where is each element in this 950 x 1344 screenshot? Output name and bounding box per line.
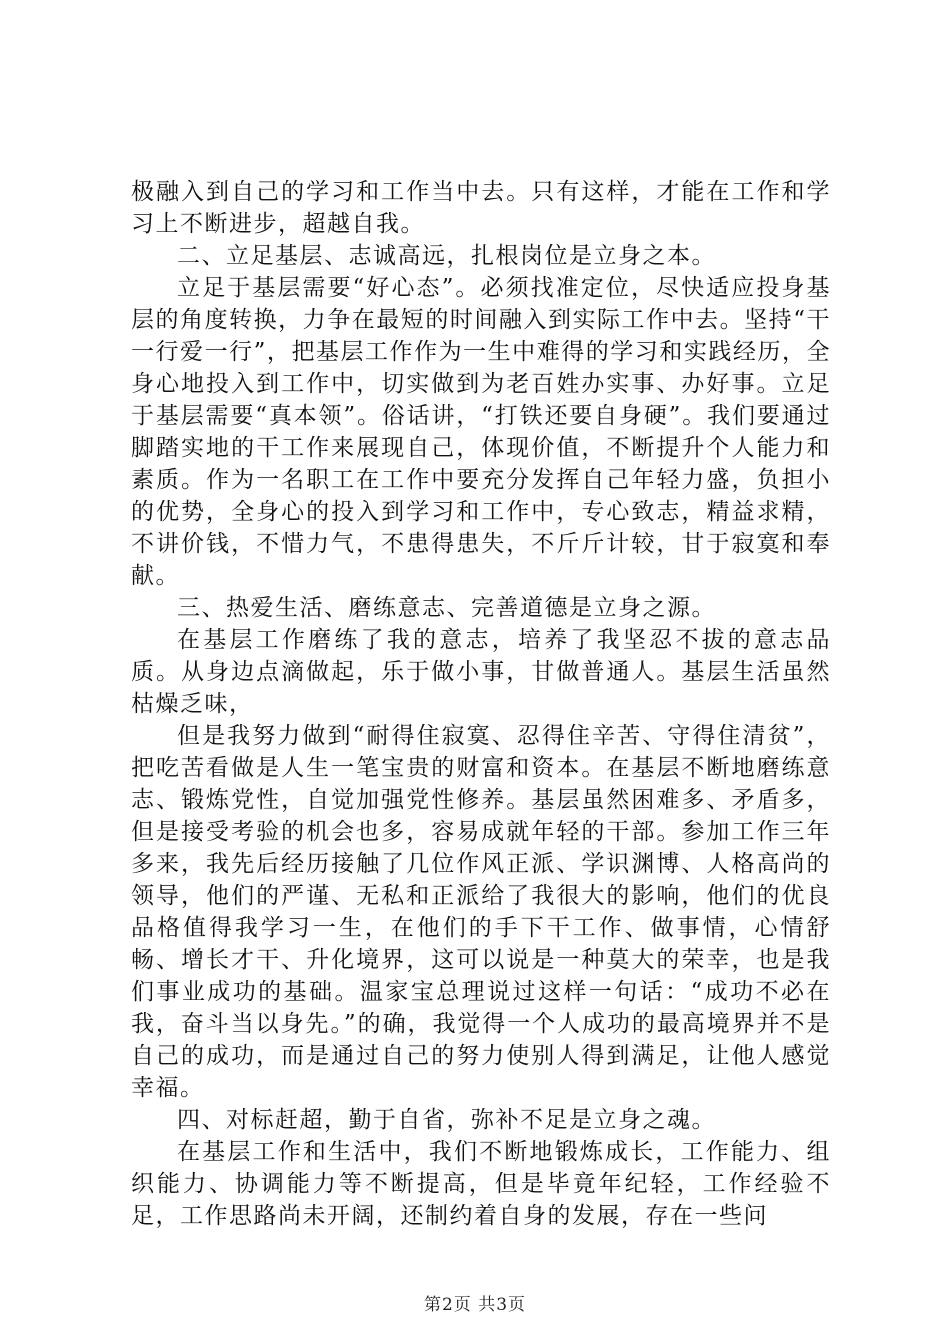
page-number-footer: 第2页 共3页 xyxy=(423,1295,527,1315)
section-heading-3: 三、热爱生活、磨练意志、完善道德是立身之源。 xyxy=(177,595,716,621)
document-body xyxy=(131,176,831,1232)
paragraph-perseverance: 但是我努力做到“耐得住寂寞、忍得住辛苦、守得住清贫”，把吃苦看做是人生一笔宝贵的财富和资本。在基层不断地磨练意志、锻炼党性，自觉加强党性修养。基层虽然困难多、矛盾多，但是接受考验的机会也多，容易成就年轻的干部。参加工作三年多来，我先后经历接触了几位作风正派、学识渊博、人格高尚的领导，他们的严谨、无私和正派给了我很大的影响，他们的优良品格值得我学习一生，在他们的手下干工作、做事情，心情舒畅、增长才干、升化境界，这可以说是一种莫大的荣幸，也是我们事业成功的基础。温家宝总理说过这样一句话：“成功不必在我，奋斗当以身先。”的确，我觉得一个人成功的最高境界并不是自己的成功，而是通过自己的努力使别人得到满足，让他人感觉幸福。 xyxy=(131,723,831,1101)
paragraph-grassroots: 立足于基层需要“好心态”。必须找准定位，尽快适应投身基层的角度转换，力争在最短的时间融入到实际工作中去。坚持“干一行爱一行”，把基层工作作为一生中难得的学习和实践经历，全身心地投入到工作中，切实做到为老百姓办实事、办好事。立足于基层需要“真本领”。俗话讲，“打铁还要自身硬”。我们要通过脚踏实地的干工作来展现自己，体现价值，不断提升个人能力和素质。作为一名职工在工作中要充分发挥自己年轻力盛，负担小的优势，全身心的投入到学习和工作中，专心致志，精益求精，不讲价钱，不惜力气，不患得患失，不斤斤计较，甘于寂寞和奉献。 xyxy=(131,275,831,589)
section-heading-2: 二、立足基层、志诚高远，扎根岗位是立身之本。 xyxy=(177,243,716,269)
paragraph-willpower: 在基层工作磨练了我的意志，培养了我坚忍不拔的意志品质。从身边点滴做起，乐于做小事，甘做普通人。基层生活虽然枯燥乏味， xyxy=(131,627,831,717)
paragraph-self-reflection: 在基层工作和生活中，我们不断地锻炼成长，工作能力、组织能力、协调能力等不断提高，但是毕竟年纪轻，工作经验不足，工作思路尚未开阔，还制约着自身的发展，存在一些问 xyxy=(131,1139,831,1229)
paragraph-continuation: 极融入到自己的学习和工作当中去。只有这样，才能在工作和学习上不断进步，超越自我。 xyxy=(131,179,831,237)
section-heading-4: 四、对标赶超，勤于自省，弥补不足是立身之魂。 xyxy=(177,1107,716,1133)
